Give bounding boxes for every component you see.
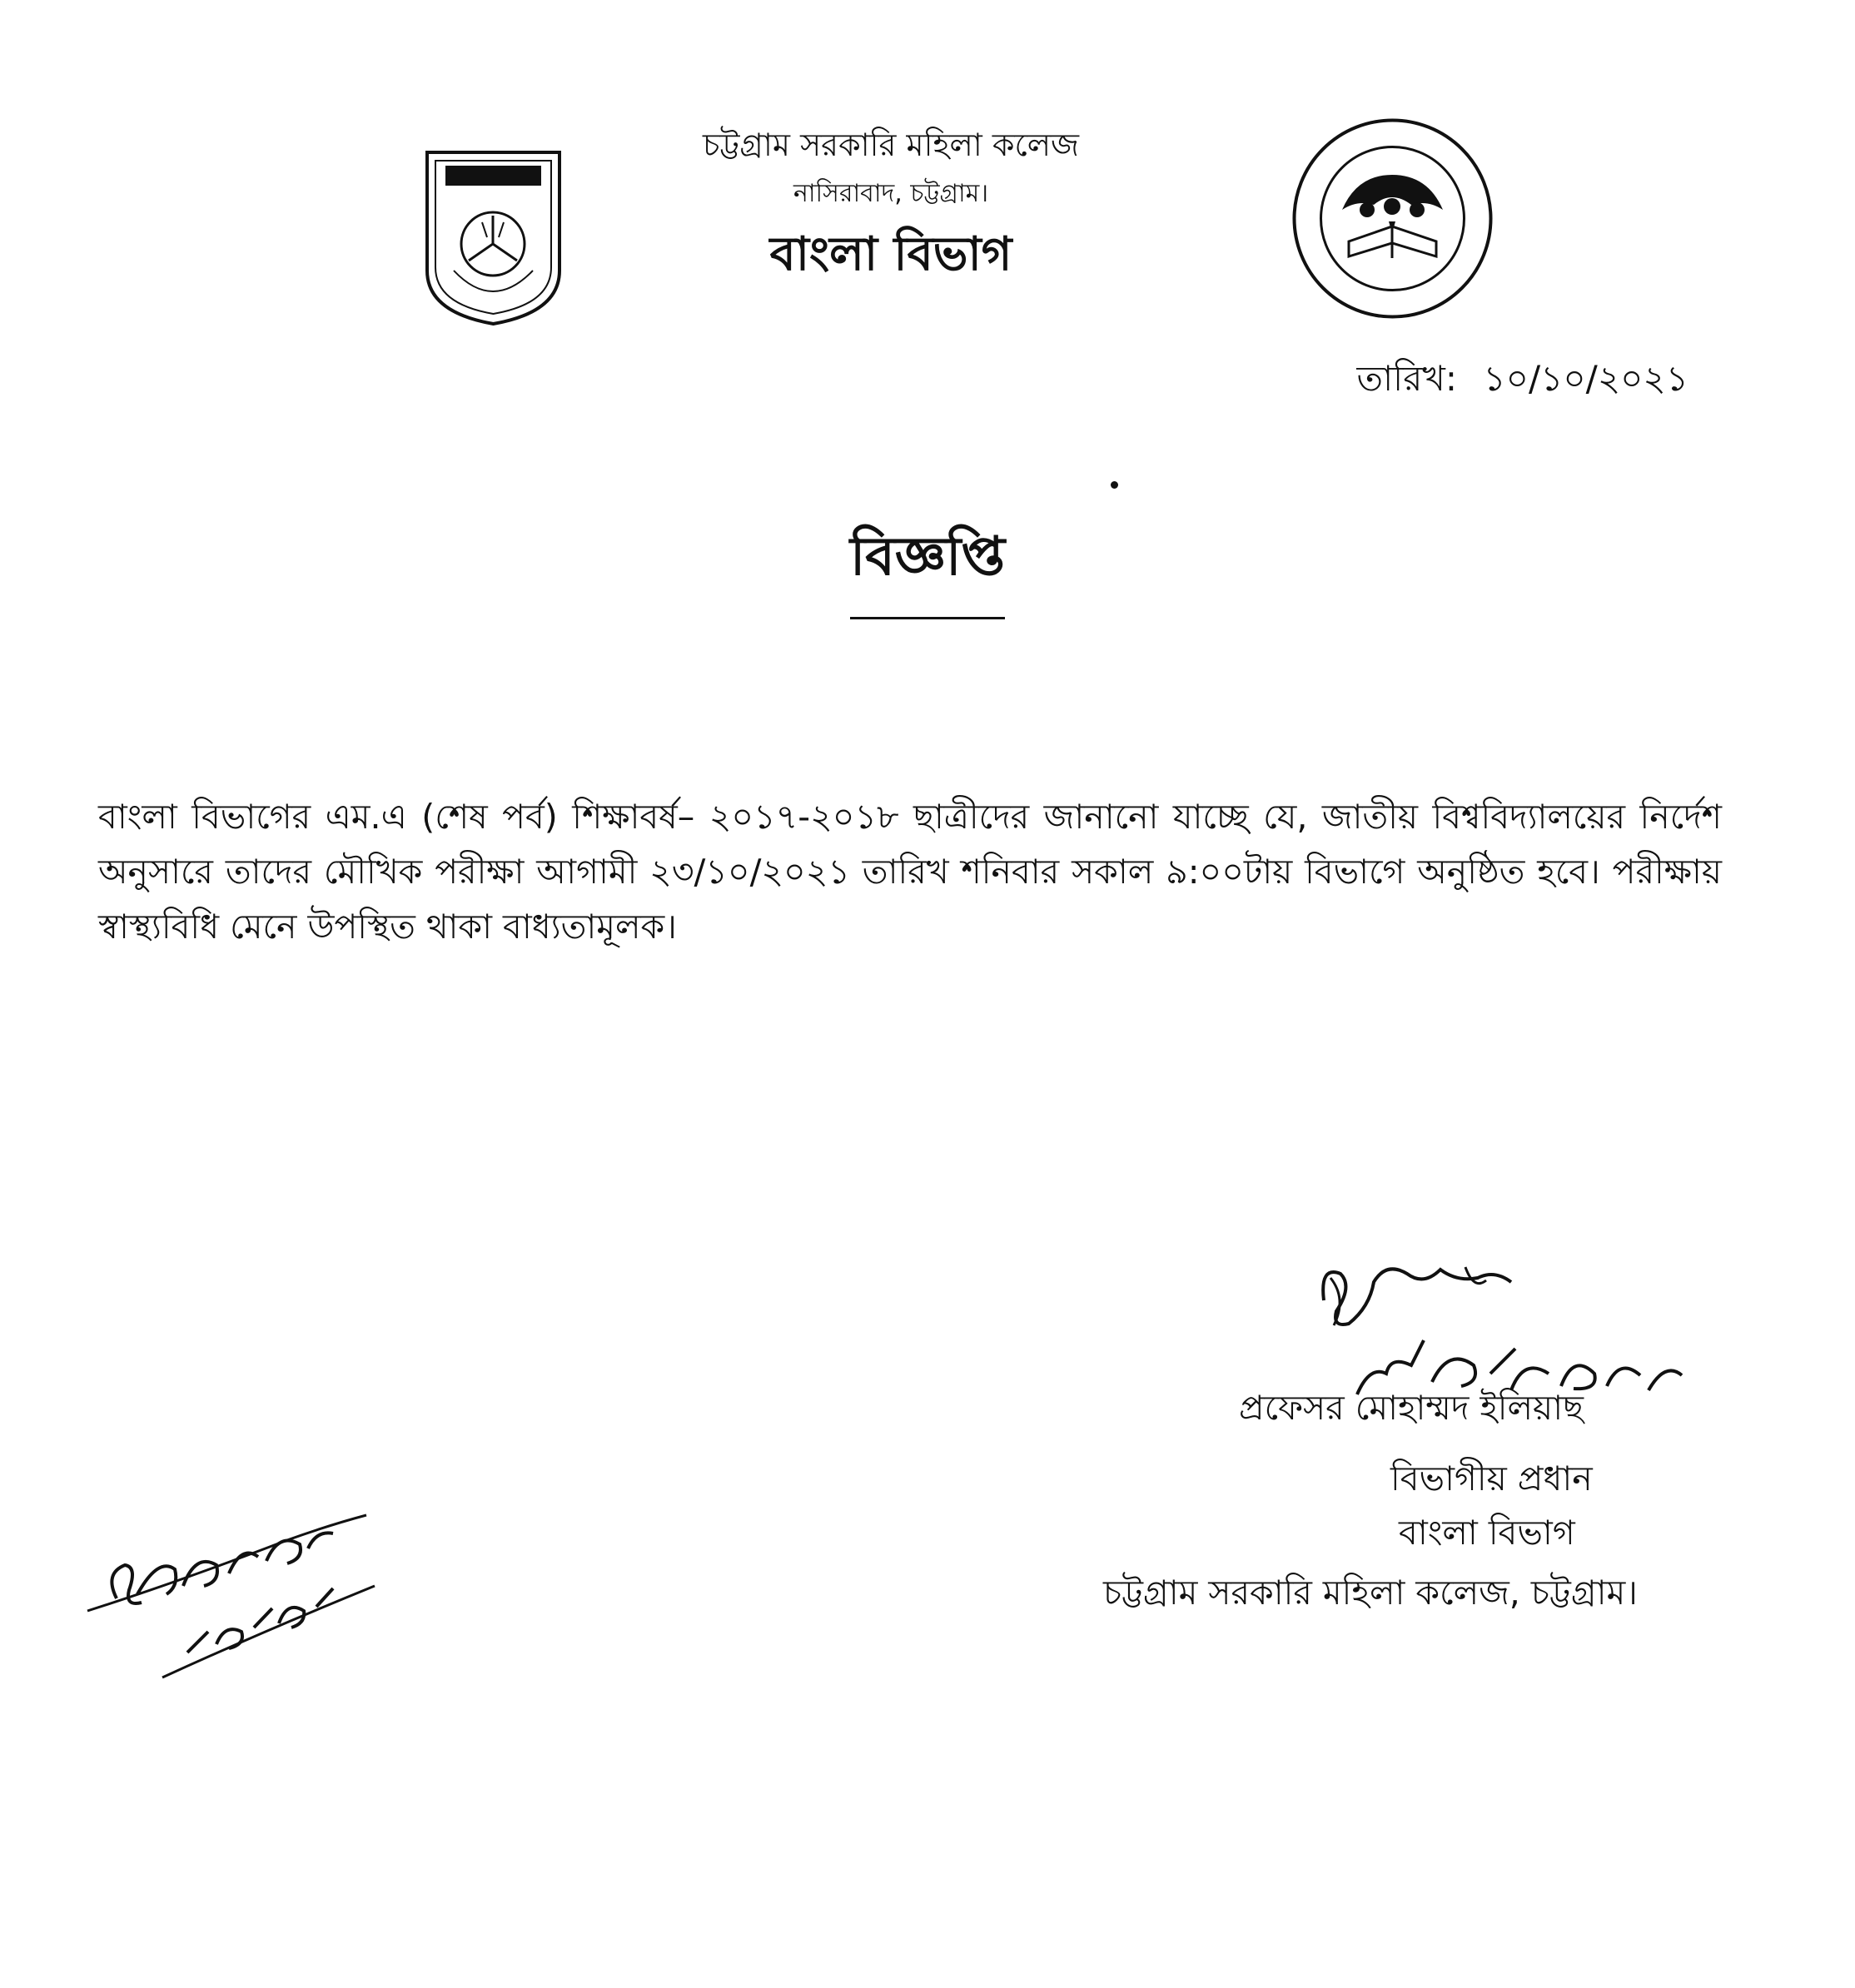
signatory-title: বিভাগীয় প্রধান: [1390, 1459, 1593, 1498]
date-label: তারিখ:: [1356, 358, 1458, 399]
signatory-department: বাংলা বিভাগ: [1399, 1513, 1575, 1553]
date-value: ১০/১০/২০২১: [1483, 358, 1688, 399]
signatory-institution: চট্টগ্রাম সরকারি মহিলা কলেজ, চট্টগ্রাম।: [1103, 1573, 1638, 1613]
education-seal-icon: [1291, 117, 1494, 321]
notice-title: বিজ্ঞপ্তি: [850, 516, 1005, 619]
notice-body: বাংলা বিভাগের এম.এ (শেষ পর্ব) শিক্ষাবর্ষ– ২০১৭-২০১৮ ছাত্রীদের জানানো যাচ্ছে যে, জাতীয় বিশ্ববিদ্যালয়ের নির্দেশ অনুসারে তাদের মৌখিক পরীক্ষা আগামী ২৩/১০/২০২১ তারিখ শনিবার সকাল ৯:০০টায় বিভাগে অনুষ্ঠিত হবে। পরীক্ষায় স্বাস্থ্যবিধি মেনে উপস্থিত থাকা বাধ্যতামূলক।: [98, 797, 1722, 947]
date-line: [1356, 351, 1688, 410]
signatory-name: প্রফেসর মোহাম্মদ ইলিয়াছ: [1239, 1388, 1584, 1428]
head-signature-icon: [1307, 1249, 1740, 1403]
left-signature-icon: [79, 1507, 387, 1698]
college-name: চট্টগ্রাম সরকারি মহিলা কলেজ: [702, 127, 1080, 163]
notice-title-wrapper: [0, 516, 1855, 619]
college-address: নাসিরাবাদ, চট্টগ্রাম।: [793, 179, 989, 208]
department-title: বাংলা বিভাগ: [769, 227, 1012, 281]
ink-dot: [1111, 481, 1118, 489]
college-crest-icon: [420, 146, 566, 329]
